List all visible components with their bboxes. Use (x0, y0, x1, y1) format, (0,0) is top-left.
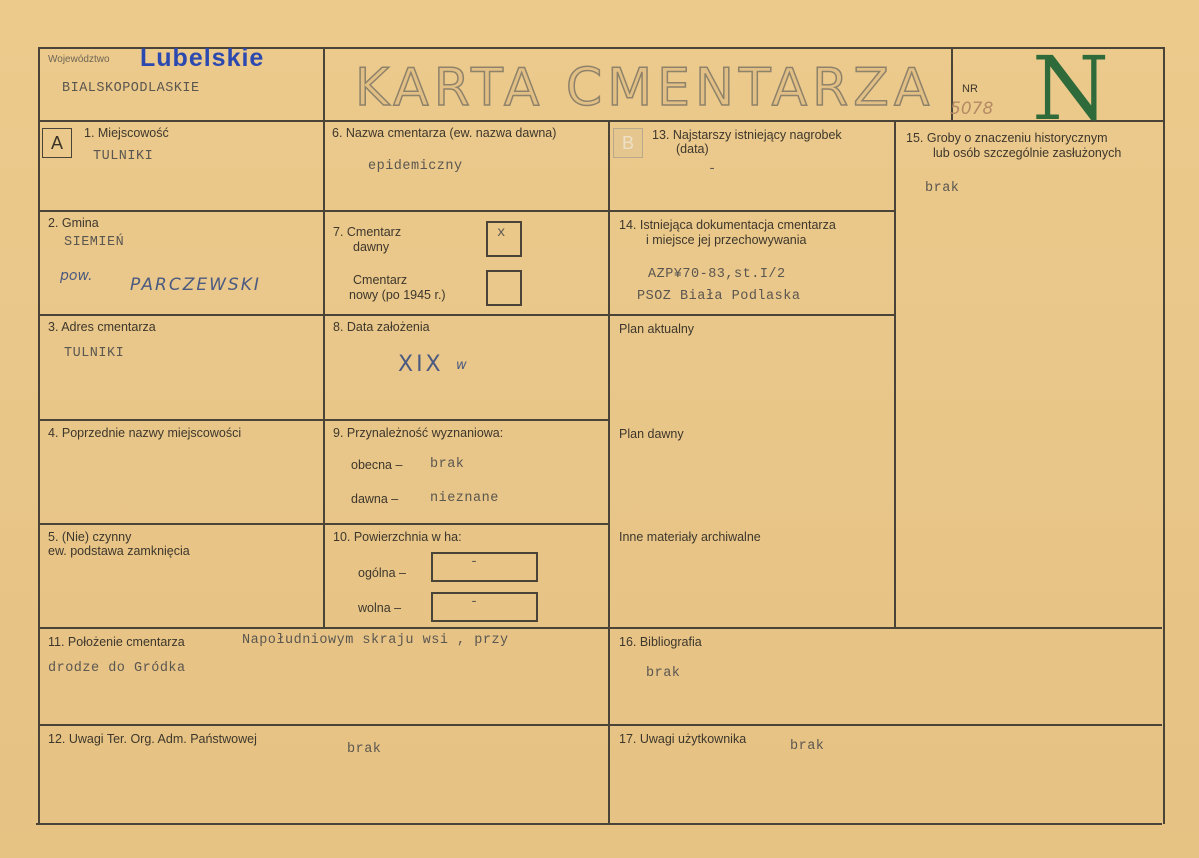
header-divider (38, 120, 1165, 122)
field-14-label-line2: i miejsce jej przechowywania (646, 233, 807, 247)
field-9-current-label: obecna – (351, 458, 403, 472)
field-8-suffix: w (456, 358, 467, 373)
row-divider-1 (38, 210, 896, 212)
card-title: KARTA CMENTARZA (355, 58, 935, 118)
field-4-label: 4. Poprzednie nazwy miejscowości (48, 426, 242, 440)
field-1-value: TULNIKI (93, 149, 154, 164)
other-archive-label: Inne materiały archiwalne (619, 530, 761, 544)
field-5-label-line2: ew. podstawa zamknięcia (48, 544, 190, 558)
row-divider-5 (38, 627, 1162, 629)
col-divider-3 (894, 120, 896, 628)
new-cemetery-checkbox[interactable] (486, 270, 522, 306)
nr-number: 5078 (950, 99, 994, 119)
field-7-old-label-1: 7. Cmentarz (333, 225, 402, 239)
row-divider-6 (38, 724, 1162, 726)
field-11-label: 11. Położenie cmentarza (48, 635, 185, 649)
nr-label: NR (962, 83, 978, 95)
border-right (1163, 47, 1165, 824)
field-15-value: brak (925, 181, 960, 196)
field-3-value: TULNIKI (64, 346, 125, 361)
field-12-label: 12. Uwagi Ter. Org. Adm. Państwowej (48, 732, 257, 746)
field-7-old-label-2: dawny (353, 240, 390, 254)
voivodeship-stamp: Lubelskie (140, 44, 265, 72)
field-17-value: brak (790, 739, 825, 754)
field-9-current-value: brak (430, 457, 465, 472)
field-7-new-label-2: nowy (po 1945 r.) (349, 288, 446, 302)
nr-letter-stamp: N (1032, 37, 1109, 140)
field-1-label: 1. Miejscowość (84, 126, 169, 140)
field-8-value: XIX (398, 352, 444, 377)
field-11-value-line1: Napołudniowym skraju wsi , przy (242, 633, 509, 648)
old-cemetery-check-mark: x (497, 225, 506, 241)
field-2-county-value: PARCZEWSKI (130, 275, 261, 295)
field-9-former-label: dawna – (351, 492, 399, 506)
col-divider-1 (323, 47, 325, 628)
field-13-label-line1: 13. Najstarszy istniejący nagrobek (652, 128, 842, 142)
field-11-value-line2: drodze do Gródka (48, 661, 186, 676)
sub-voivodeship: BIALSKOPODLASKIE (62, 81, 200, 96)
field-10-free-label: wolna – (358, 601, 402, 615)
plan-old-label: Plan dawny (619, 427, 684, 441)
border-left (38, 47, 40, 824)
col-divider-2 (608, 120, 610, 824)
field-5-label-line1: 5. (Nie) czynny (48, 530, 132, 544)
field-9-label: 9. Przynależność wyznaniowa: (333, 426, 504, 440)
field-17-label: 17. Uwagi użytkownika (619, 732, 747, 746)
field-2-value: SIEMIEŃ (64, 235, 125, 250)
plan-current-label: Plan aktualny (619, 322, 695, 336)
border-bottom (36, 823, 1162, 825)
field-6-value: epidemiczny (368, 159, 463, 174)
field-14-label-line1: 14. Istniejąca dokumentacja cmentarza (619, 218, 836, 232)
field-2-label: 2. Gmina (48, 216, 99, 230)
field-3-label: 3. Adres cmentarza (48, 320, 156, 334)
field-10-free-value: - (470, 595, 479, 610)
field-15-label-line1: 15. Groby o znaczeniu historycznym (906, 131, 1108, 145)
field-16-value: brak (646, 666, 681, 681)
field-13-value: - (708, 162, 717, 177)
field-10-label: 10. Powierzchnia w ha: (333, 530, 462, 544)
field-15-label-line2: lub osób szczególnie zasłużonych (933, 146, 1122, 160)
section-b-marker: B (613, 128, 643, 158)
field-16-label: 16. Bibliografia (619, 635, 702, 649)
voivodeship-label: Województwo (48, 54, 110, 65)
section-a-marker: A (42, 128, 72, 158)
field-10-total-value: - (470, 555, 479, 570)
field-12-value: brak (347, 742, 382, 757)
field-8-label: 8. Data założenia (333, 320, 430, 334)
row-divider-2 (38, 314, 896, 316)
field-2-county-prefix: pow. (60, 268, 93, 284)
field-6-label: 6. Nazwa cmentarza (ew. nazwa dawna) (332, 126, 557, 140)
field-10-total-label: ogólna – (358, 566, 406, 580)
field-7-new-label-1: Cmentarz (353, 273, 408, 287)
field-14-value-line1: AZP¥70-83,st.I/2 (648, 267, 786, 282)
total-area-box[interactable] (431, 552, 538, 582)
field-14-value-line2: PSOZ Biała Podlaska (637, 289, 801, 304)
field-9-former-value: nieznane (430, 491, 499, 506)
free-area-box[interactable] (431, 592, 538, 622)
field-13-label-line2: (data) (676, 142, 709, 156)
